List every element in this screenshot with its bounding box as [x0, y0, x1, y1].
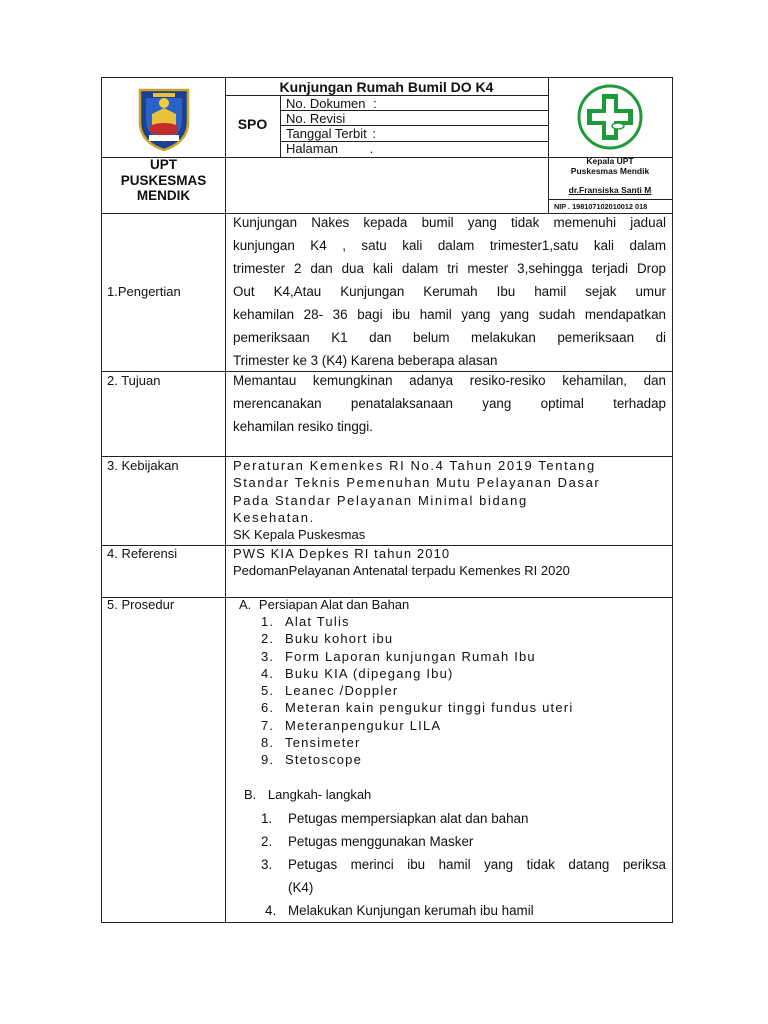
list-text: Alat Tulis [285, 614, 350, 629]
list-item [261, 630, 661, 647]
list-num: 4. [265, 903, 277, 918]
meta-sep: : [373, 96, 377, 111]
referensi-text [233, 545, 666, 580]
spo-divider [280, 95, 281, 157]
meta-halaman [286, 141, 373, 156]
list-num: 1. [261, 811, 273, 826]
list-num: 7. [261, 717, 275, 733]
referensi-line: PWS KIA Depkes RI tahun 2010 [233, 546, 451, 561]
list-num: 4. [261, 665, 275, 681]
meta-sep: . [369, 141, 374, 156]
org-line: MENDIK [136, 188, 191, 203]
prosedur-b-list [261, 807, 666, 922]
list-text: Stetoscope [285, 752, 363, 768]
signer-title: Kepala UPT [586, 156, 634, 166]
pengertian-line: kunjungan K4 , satu kali dalam trimester1,satu kali dalam [233, 238, 666, 253]
list-item [261, 807, 666, 830]
kebijakan-line: Peraturan Kemenkes RI No.4 Tahun 2019 Tentang [233, 458, 596, 473]
list-text-continuation: (K4) [288, 880, 314, 895]
list-num: 8. [261, 735, 275, 751]
list-item [261, 830, 666, 853]
list-text: Petugas merinci ibu hamil yang tidak datang periksa [288, 857, 666, 872]
list-num-spacer [261, 876, 288, 899]
prosedur-a-heading [239, 596, 409, 613]
spo-label: SPO [237, 116, 268, 132]
list-text: Petugas mempersiapkan alat dan bahan [288, 811, 529, 826]
header-divider-1 [225, 78, 226, 213]
list-num: 3. [261, 648, 275, 664]
tujuan-line: kehamilan resiko tinggi. [233, 419, 373, 434]
kebijakan-line: Standar Teknis Pemenuhan Mutu Pelayanan Dasar [233, 475, 601, 491]
section-title: Persiapan Alat dan Bahan [258, 597, 410, 612]
kebijakan-sk: SK Kepala Puskesmas [233, 527, 366, 543]
list-text: Buku kohort ibu [285, 631, 394, 647]
signer-name: dr.Fransiska Santi M [568, 185, 652, 195]
list-num: 3. [261, 857, 273, 872]
org-name [102, 157, 225, 204]
list-item [261, 682, 661, 699]
title-underline [225, 95, 548, 96]
pengertian-line: kehamilan 28- 36 bagi ibu hamil yang yang sudah mendapatkan [233, 307, 666, 322]
kebijakan-label: 3. Kebijakan [107, 458, 179, 473]
pengertian-text [233, 211, 666, 372]
list-num: 1. [261, 614, 275, 629]
list-item [261, 717, 661, 734]
list-item [261, 734, 661, 751]
list-item [265, 899, 666, 922]
list-item [261, 699, 661, 716]
section-title: Langkah- langkah [267, 787, 372, 802]
list-num: 2. [261, 631, 275, 647]
pengertian-line: Trimester ke 3 (K4) Karena beberapa alasan [233, 353, 498, 368]
tujuan-line: Memantau kemungkinan adanya resiko-resiko kehamilan, dan [233, 373, 666, 388]
meta-no-dokumen [286, 96, 377, 111]
tujuan-line: merencanakan penatalaksanaan yang optimal terhadap [233, 396, 666, 411]
tujuan-label: 2. Tujuan [107, 373, 161, 388]
tujuan-text [233, 369, 666, 438]
list-text: Meteranpengukur LILA [285, 717, 442, 733]
referensi-line: PedomanPelayanan Antenatal terpadu Kemenkes RI 2020 [233, 563, 570, 579]
pengertian-line: Out K4,Atau Kunjungan Kerumah Ibu hamil sejak umur [233, 284, 666, 299]
section-marker: A. [239, 597, 252, 612]
list-item [261, 665, 661, 682]
signer-nip: NIP . 198107102010012 018 [554, 202, 648, 211]
prosedur-b-heading [244, 786, 371, 803]
signer-block [548, 157, 672, 196]
list-num: 9. [261, 752, 275, 768]
regional-emblem-logo [132, 86, 196, 152]
meta-no-revisi [286, 111, 345, 126]
list-text: Buku KIA (dipegang Ibu) [285, 665, 454, 681]
list-text: Meteran kain pengukur tinggi fundus uteri [285, 700, 574, 716]
kebijakan-line: Pada Standar Pelayanan Minimal bidang [233, 492, 528, 508]
pengertian-label: 1.Pengertian [107, 284, 181, 299]
list-text: Form Laporan kunjungan Rumah Ibu [285, 648, 536, 664]
org-line: UPT [150, 157, 177, 172]
kebijakan-line: Kesehatan. [233, 509, 315, 525]
pengertian-line: pemeriksaan K1 dan belum melakukan pemeriksaan di [233, 330, 666, 345]
nip-divider [548, 199, 672, 200]
spo-document [101, 77, 673, 923]
meta-label: Halaman [286, 141, 339, 156]
list-item [261, 853, 666, 876]
meta-sep: : [372, 126, 376, 141]
meta-label: No. Dokumen [286, 96, 366, 111]
body-column-divider [225, 213, 226, 923]
list-num: 2. [261, 834, 273, 849]
list-num: 6. [261, 700, 275, 716]
list-item [261, 751, 661, 768]
prosedur-a-list [261, 613, 661, 769]
org-line: PUSKESMAS [120, 172, 207, 188]
prosedur-label: 5. Prosedur [107, 597, 175, 612]
pengertian-line: trimester 2 dan dua kali dalam tri mester 3,sehingga terjadi Drop [233, 261, 666, 276]
list-item [261, 613, 661, 630]
list-item [261, 876, 666, 899]
list-text: Melakukan Kunjungan kerumah ibu hamil [288, 903, 534, 918]
referensi-label: 4. Referensi [107, 546, 178, 561]
kebijakan-text [233, 457, 666, 543]
list-text: Petugas menggunakan Masker [288, 834, 474, 849]
section-marker: B. [244, 787, 257, 802]
meta-label: Tanggal Terbit [286, 126, 367, 141]
puskesmas-logo [577, 84, 643, 150]
signer-title: Puskesmas Mendik [570, 165, 650, 176]
meta-label: No. Revisi [286, 111, 346, 126]
document-title: Kunjungan Rumah Bumil DO K4 [279, 79, 494, 95]
list-item [261, 648, 661, 665]
list-text: Leanec /Doppler [285, 683, 399, 699]
list-num: 5. [261, 683, 275, 699]
meta-tanggal-terbit [286, 126, 376, 141]
list-text: Tensimeter [285, 735, 361, 751]
pengertian-line: Kunjungan Nakes kepada bumil yang tidak memenuhi jadual [233, 215, 666, 230]
